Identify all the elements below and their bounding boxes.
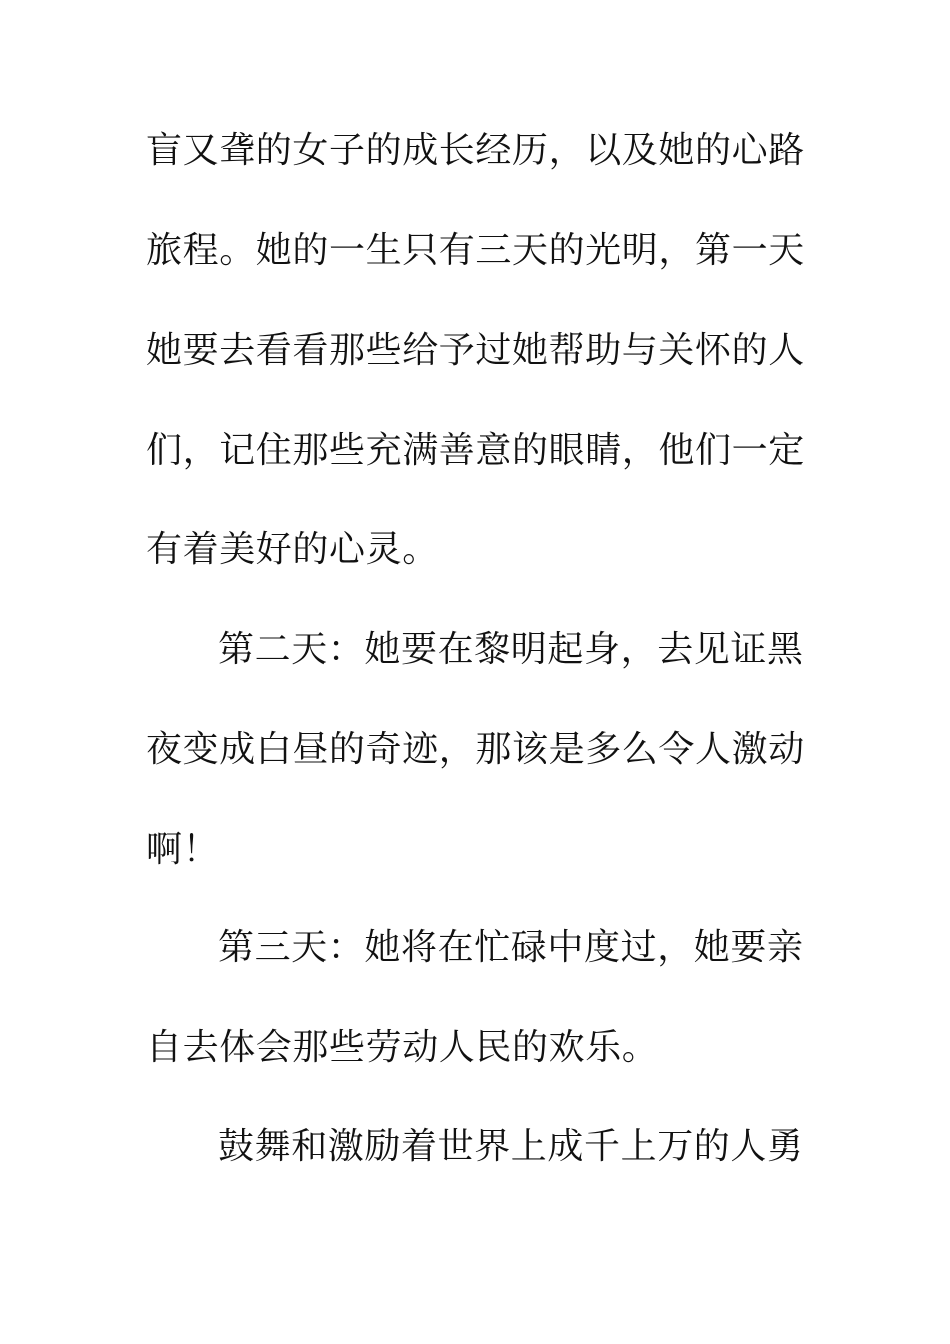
text-line: 第三天：她将在忙碌中度过，她要亲 bbox=[218, 927, 804, 968]
text-line: 她要去看看那些给予过她帮助与关怀的人 bbox=[146, 330, 805, 371]
text-line: 鼓舞和激励着世界上成千上万的人勇 bbox=[218, 1126, 804, 1167]
text-line: 盲又聋的女子的成长经历，以及她的心路 bbox=[146, 130, 805, 171]
text-line: 第二天：她要在黎明起身，去见证黑 bbox=[218, 629, 804, 670]
text-line: 夜变成白昼的奇迹，那该是多么令人激动 bbox=[146, 729, 805, 770]
text-line: 们，记住那些充满善意的眼睛，他们一定 bbox=[146, 430, 805, 471]
text-line: 自去体会那些劳动人民的欢乐。 bbox=[146, 1027, 659, 1068]
text-line: 啊！ bbox=[146, 829, 220, 870]
text-line: 有着美好的心灵。 bbox=[146, 529, 439, 570]
text-line: 旅程。她的一生只有三天的光明，第一天 bbox=[146, 230, 805, 271]
